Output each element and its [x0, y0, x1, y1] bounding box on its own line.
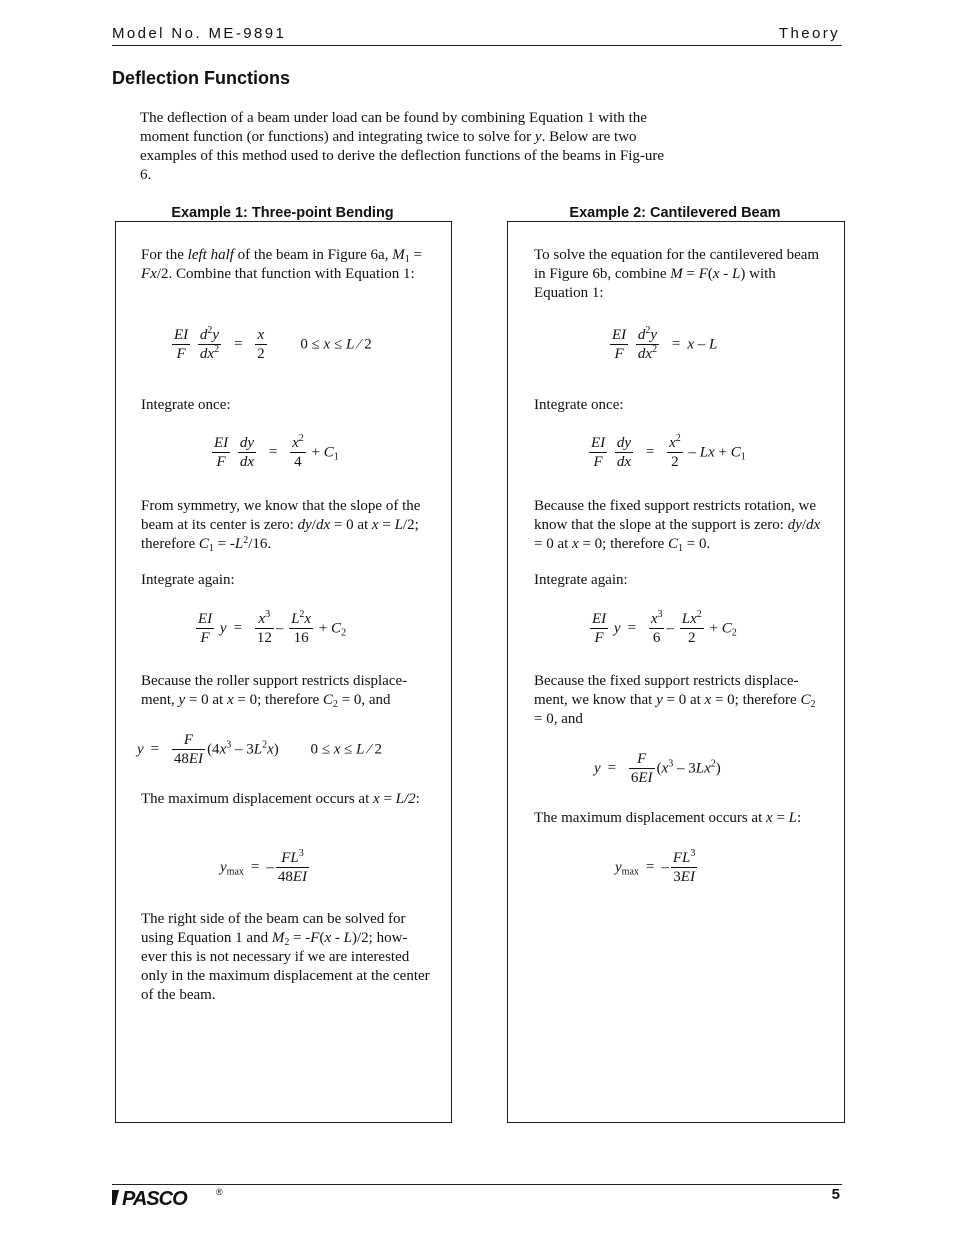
header-rule [112, 45, 842, 46]
example2-title: Example 2: Cantilevered Beam [569, 205, 781, 221]
ex1-equation-2: $\frac{EI}{F}$ $\frac{dy}{dx}$ = $\frac{x^2}{4}$ + $C_1$ [214, 433, 339, 470]
ex2-equation-1: $\frac{EI}{F}$ $\frac{d^2y}{dx^2}$ = x – L [612, 325, 718, 362]
ex1-equation-4: y = $\frac{F}{48EI}$ $(4x^3 - 3L^2x) 0 \le x \le L$ ⁄ 2 [137, 732, 382, 767]
ex1-equation-1: $\frac{EI}{F}$ $\frac{d^2y}{dx^2}$ = $\frac{x}{2}$ 0 ≤ x ≤ L ⁄ 2 [174, 325, 372, 362]
svg-text:®: ® [216, 1187, 223, 1197]
ex2-paragraph-4: Integrate again: [534, 572, 628, 588]
ex2-equation-4: y = $\frac{F}{6EI}$ $(x^3 - 3Lx^2)$ [594, 751, 721, 786]
section-title: Deflection Functions [112, 68, 291, 88]
ex1-paragraph-7: The right side of the beam can be solved for using Equation 1 and $M_2 = -F(x - L)/2$; how-ever this is not necessary if we are interested only in the maximum displacement at the center of the beam. [141, 911, 430, 1003]
example1-title: Example 1: Three-point Bending [171, 205, 394, 221]
ex2-paragraph-2: Integrate once: [534, 397, 624, 413]
ex1-paragraph-4: Integrate again: [141, 572, 235, 588]
pasco-logo [112, 1186, 232, 1215]
ex2-paragraph-1: To solve the equation for the cantilevered beam in Figure 6b, combine M = F(x - L) with Equation 1: [534, 247, 820, 301]
ex1-paragraph-5: Because the roller support restricts displace-ment, y = 0 at x = 0; therefore $C_2 = 0$, and [141, 673, 408, 710]
ex1-paragraph-3: From symmetry, we know that the slope of the beam at its center is zero: dy/dx = 0 at x = L/2; therefore $C_1 = -L^2/16$. [141, 498, 421, 554]
ex2-equation-5: $y_{max}$ = – $\frac{FL^3}{3EI}$ [615, 848, 696, 885]
ex2-equation-2: $\frac{EI}{F}$ $\frac{dy}{dx}$ = $\frac{x^2}{2}$ – $Lx + C_1$ [591, 433, 746, 470]
ex1-paragraph-6: The maximum displacement occurs at x = L/2: [141, 791, 420, 807]
ex2-paragraph-3: Because the fixed support restricts rotation, we know that the slope at the support is zero: dy/dx = 0 at x = 0; therefore $C_1 = 0$. [534, 498, 821, 554]
intro-paragraph: The deflection of a beam under load can be found by combining Equation 1 with the moment function (or functions) and integrating twice to solve for y. Below are two examples of this method used to derive the deflection functions of the beams in Fig-ure 6. [140, 110, 665, 183]
footer-rule [112, 1184, 842, 1185]
ex1-equation-3: $\frac{EI}{F}$ y = $\frac{x^3}{12}$ – $\frac{L^2x}{16}$ + $C_2$ [198, 609, 347, 646]
page-number: 5 [831, 1186, 840, 1203]
ex2-paragraph-5: Because the fixed support restricts displace-ment, we know that y = 0 at x = 0; therefore $C_2 = 0$, and [534, 673, 816, 727]
svg-text:PASCO: PASCO [122, 1188, 187, 1210]
section-label: Theory [778, 25, 840, 42]
ex2-equation-3: $\frac{EI}{F}$ y = $\frac{x^3}{6}$ – $\frac{Lx^2}{2}$ + $C_2$ [592, 609, 737, 646]
model-number: Model No. ME-9891 [112, 25, 287, 42]
ex1-paragraph-2: Integrate once: [141, 397, 231, 413]
ex2-paragraph-6: The maximum displacement occurs at x = L: [534, 810, 802, 826]
ex1-paragraph-1: For the left half of the beam in Figure 6a, $M_1 = Fx/2$. Combine that function with Equation 1: [141, 247, 422, 282]
ex1-equation-5: $y_{max}$ = – $\frac{FL^3}{48EI}$ [220, 848, 308, 885]
